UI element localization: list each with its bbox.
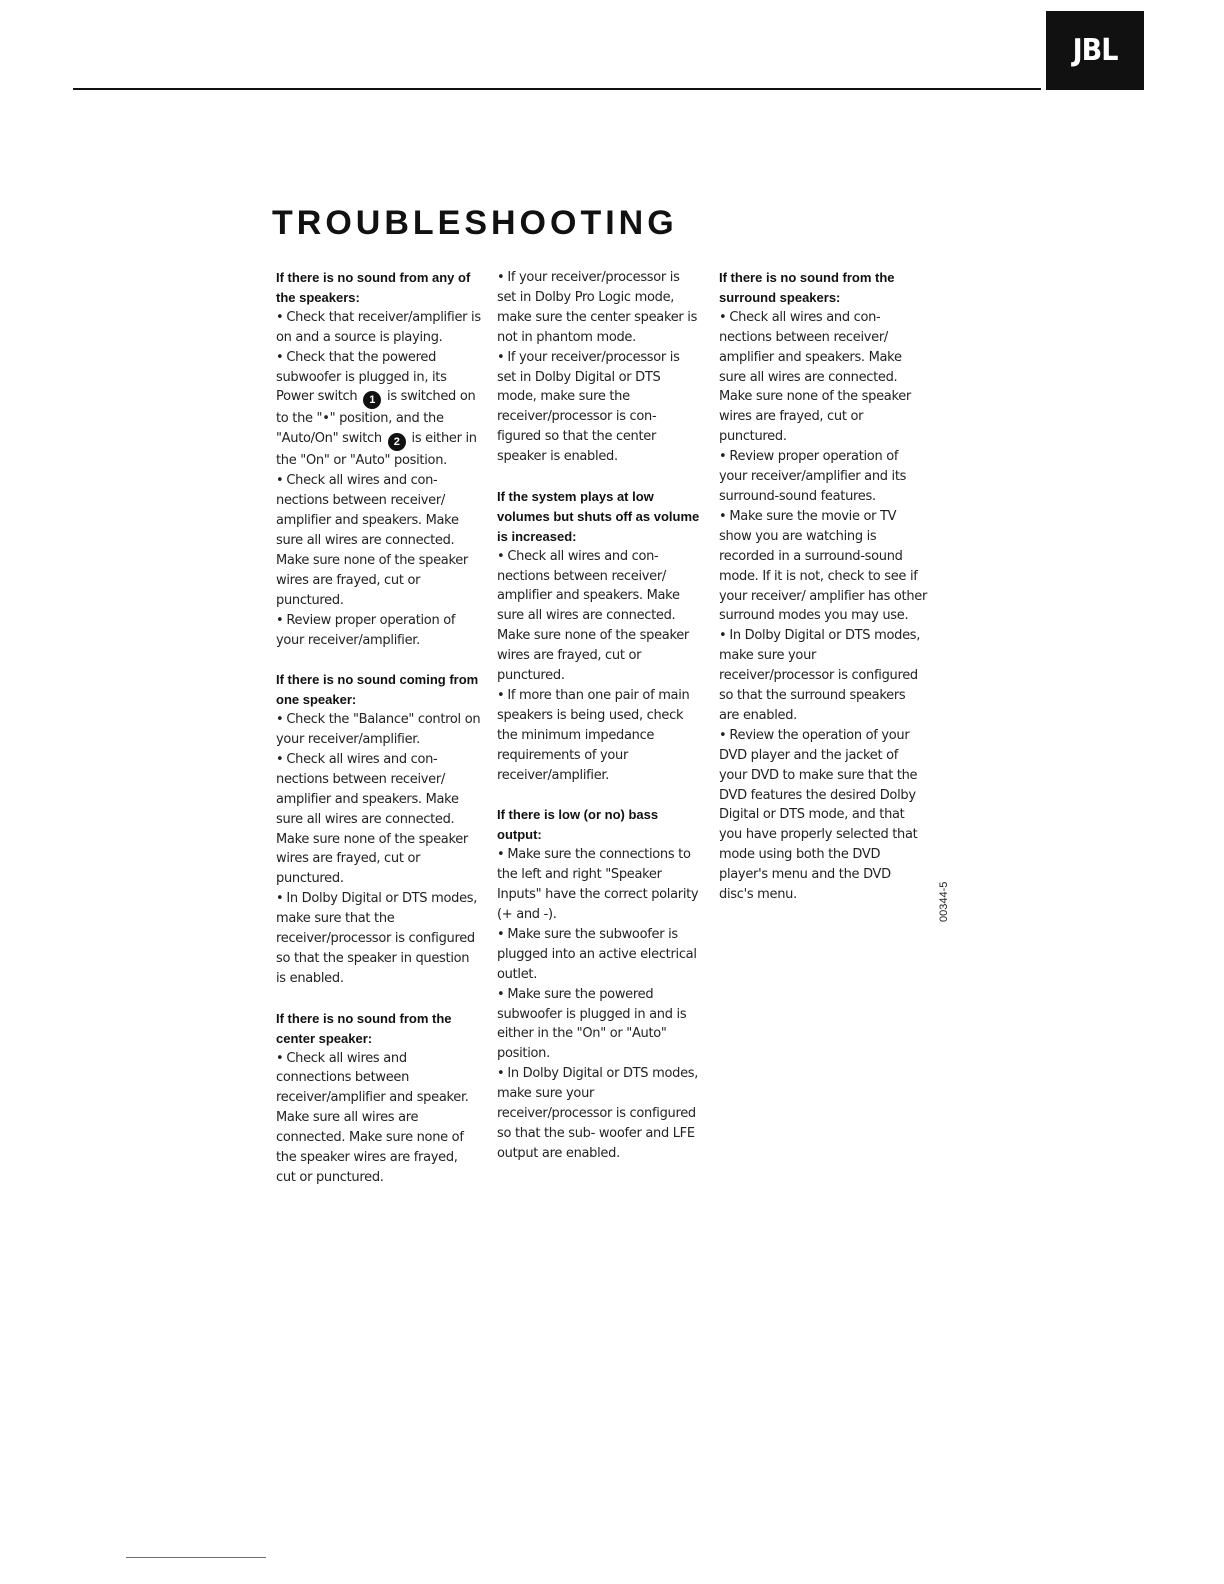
bullet-item: • Check that receiver/amplifier is on and a source is playing. [276,309,481,345]
bullet-item: • Review proper operation of your receiver/amplifier and its surround-sound features. [719,449,907,504]
logo-text: JBL [1072,33,1118,68]
document-code: 00344-5 [938,881,950,922]
section-no-sound-center [276,1009,481,1188]
section-heading: If there is no sound from any of the speakers: [276,270,471,305]
column-1 [276,268,481,1208]
callout-1-icon: 1 [363,391,381,409]
section-heading: If there is no sound from the surround speakers: [719,270,895,305]
section-center-continued [497,268,702,467]
section-no-sound-surround [719,268,929,905]
bullet-item: • Check all wires and con- nections between receiver/ amplifier and speakers. Make sure all wires are connected. Make sure none of the speaker wires are frayed, cut or punctured. [497,548,689,684]
bullet-item: • Check all wires and con- nections between receiver/ amplifier and speakers. Make sure all wires are connected. Make sure none of the speaker wires are frayed, cut or punctured. [276,751,468,887]
section-no-sound-one [276,670,481,989]
bullet-item: • Make sure the subwoofer is plugged into an active electrical outlet. [497,926,697,982]
page-title: TROUBLESHOOTING [272,204,678,242]
bullet-item: • Check the "Balance" control on your receiver/amplifier. [276,712,481,748]
bullet-item: • In Dolby Digital or DTS modes, make sure your receiver/processor is configured so that the surround speakers are enabled. [719,628,921,723]
callout-2-icon: 2 [388,433,406,451]
section-low-volume-shutoff [497,487,702,786]
section-heading: If there is no sound from the center speaker: [276,1010,452,1046]
section-no-sound-any [276,268,481,650]
bullet-item: • If more than one pair of main speakers is being used, check the minimum impedance requirements of your receiver/amplifier. [497,688,690,783]
bullet-item: • In Dolby Digital or DTS modes, make sure your receiver/processor is configured so that the sub- woofer and LFE output are enabled. [497,1066,699,1161]
section-heading: If the system plays at low volumes but shuts off as volume is increased: [497,488,700,544]
bullet-item: • Check all wires and connections between receiver/amplifier and speaker. Make sure all wires are connected. Make sure none of the speaker wires are frayed, cut or punctured. [276,1050,469,1185]
bullet-item: • Review proper operation of your receiver/amplifier. [276,612,456,648]
bullet-item: • Make sure the connections to the left and right "Speaker Inputs" have the correct polarity (+ and -). [497,847,699,922]
bullet-item: • Make sure the movie or TV show you are watching is recorded in a surround-sound mode. If it is not, check to see if your receiver/ amplifier has other surround modes you may use. [719,508,928,624]
header-rule [73,88,1041,90]
column-2 [497,268,702,1184]
column-3 [719,268,929,925]
section-low-bass [497,805,702,1163]
bullet-item: • If your receiver/processor is set in Dolby Digital or DTS mode, make sure the receiver/processor is con- figured so that the center speaker is enabled. [497,349,680,465]
bottom-link-line [126,1557,266,1558]
jbl-logo [1046,11,1144,90]
bullet-item: • In Dolby Digital or DTS modes, make sure that the receiver/processor is configured so that the speaker in question is enabled. [276,891,478,986]
bullet-item: • Check all wires and con- nections between receiver/ amplifier and speakers. Make sure all wires are connected. Make sure none of the speaker wires are frayed, cut or punctured. [276,473,468,608]
bullet-item: • Make sure the powered subwoofer is plugged in and is either in the "On" or "Auto" position. [497,986,687,1062]
bullet-item: • Review the operation of your DVD player and the jacket of your DVD to make sure that the DVD features the desired Dolby Digital or DTS mode, and that you have properly selected that mode using both the DVD player's menu and the DVD disc's menu. [719,727,918,903]
section-heading: If there is low (or no) bass output: [497,807,659,843]
bullet-item-power-switch: • Check that the powered subwoofer is plugged in, its Power switch 1 is switched on to the "•" position, and the "Auto/On" switch 2 is either in the "On" or "Auto" position. [276,349,477,469]
section-heading: If there is no sound coming from one speaker: [276,672,479,708]
bullet-item: • If your receiver/processor is set in Dolby Pro Logic mode, make sure the center speaker is not in phantom mode. [497,270,698,345]
bullet-item: • Check all wires and con- nections between receiver/ amplifier and speakers. Make sure all wires are connected. Make sure none of the speaker wires are frayed, cut or punctured. [719,309,911,445]
